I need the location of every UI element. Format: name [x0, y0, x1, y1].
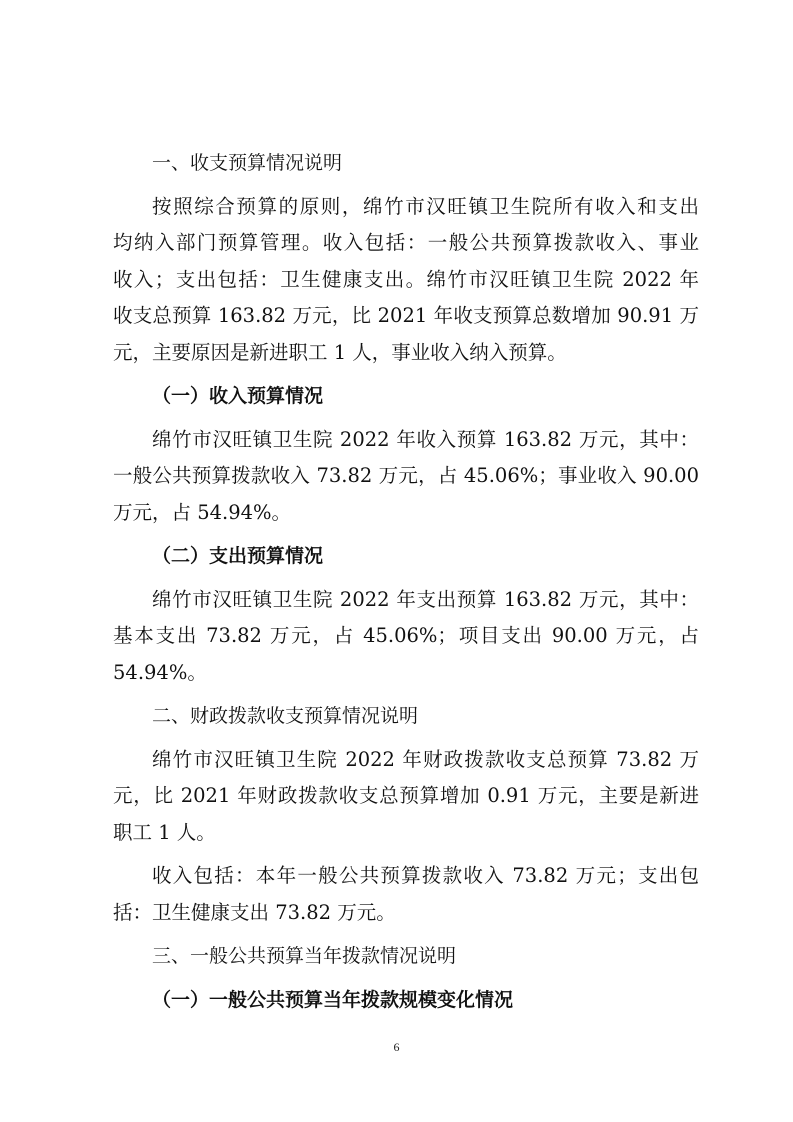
- section-1-paragraph: [113, 189, 699, 372]
- document-body: [113, 145, 699, 1025]
- paragraph-line: 绵竹市汉旺镇卫生院 2022 年支出预算 163.82 万元，其中：: [152, 587, 699, 611]
- paragraph-line: 收入；支出包括：卫生健康支出。绵竹市汉旺镇卫生院 2022 年: [113, 267, 699, 291]
- paragraph-line: 按照综合预算的原则，绵竹市汉旺镇卫生院所有收入和支出: [152, 194, 699, 218]
- subsection-income-paragraph: [113, 422, 699, 532]
- paragraph-line: 职工 1 人。: [113, 820, 216, 844]
- subsection-expense-heading: （二）支出预算情况: [152, 545, 324, 567]
- paragraph-line: 一般公共预算拨款收入 73.82 万元，占 45.06%；事业收入 90.00: [113, 464, 699, 487]
- section-2-paragraph-1: [113, 742, 699, 852]
- paragraph-line: 绵竹市汉旺镇卫生院 2022 年收入预算 163.82 万元，其中：: [152, 427, 699, 451]
- section-2-heading: 二、财政拨款收支预算情况说明: [152, 705, 419, 727]
- paragraph-line: 均纳入部门预算管理。收入包括：一般公共预算拨款收入、事业: [113, 231, 699, 254]
- paragraph-line: 收支总预算 163.82 万元，比 2021 年收支预算总数增加 90.91 万: [113, 304, 699, 327]
- paragraph-line: 绵竹市汉旺镇卫生院 2022 年财政拨款收支总预算 73.82 万: [152, 747, 699, 771]
- paragraph-line: 元，主要原因是新进职工 1 人，事业收入纳入预算。: [113, 340, 567, 364]
- section-2-paragraph-2: [113, 858, 699, 931]
- paragraph-line: 54.94%。: [113, 660, 207, 684]
- section-1-heading: 一、收支预算情况说明: [152, 152, 343, 174]
- paragraph-line: 万元，占 54.94%。: [113, 500, 292, 524]
- page-number: 6: [393, 1040, 400, 1054]
- subsection-scale-change-heading: （一）一般公共预算当年拨款规模变化情况: [152, 988, 514, 1011]
- paragraph-line: 基本支出 73.82 万元，占 45.06%；项目支出 90.00 万元，占: [113, 624, 699, 647]
- subsection-income-heading: （一）收入预算情况: [152, 385, 324, 407]
- paragraph-line: 括：卫生健康支出 73.82 万元。: [113, 900, 396, 924]
- section-3-heading: 三、一般公共预算当年拨款情况说明: [152, 945, 457, 967]
- paragraph-line: 元，比 2021 年财政拨款收支总预算增加 0.91 万元，主要是新进: [113, 784, 699, 807]
- subsection-expense-paragraph: [113, 582, 699, 692]
- paragraph-line: 收入包括：本年一般公共预算拨款收入 73.82 万元；支出包: [152, 864, 699, 887]
